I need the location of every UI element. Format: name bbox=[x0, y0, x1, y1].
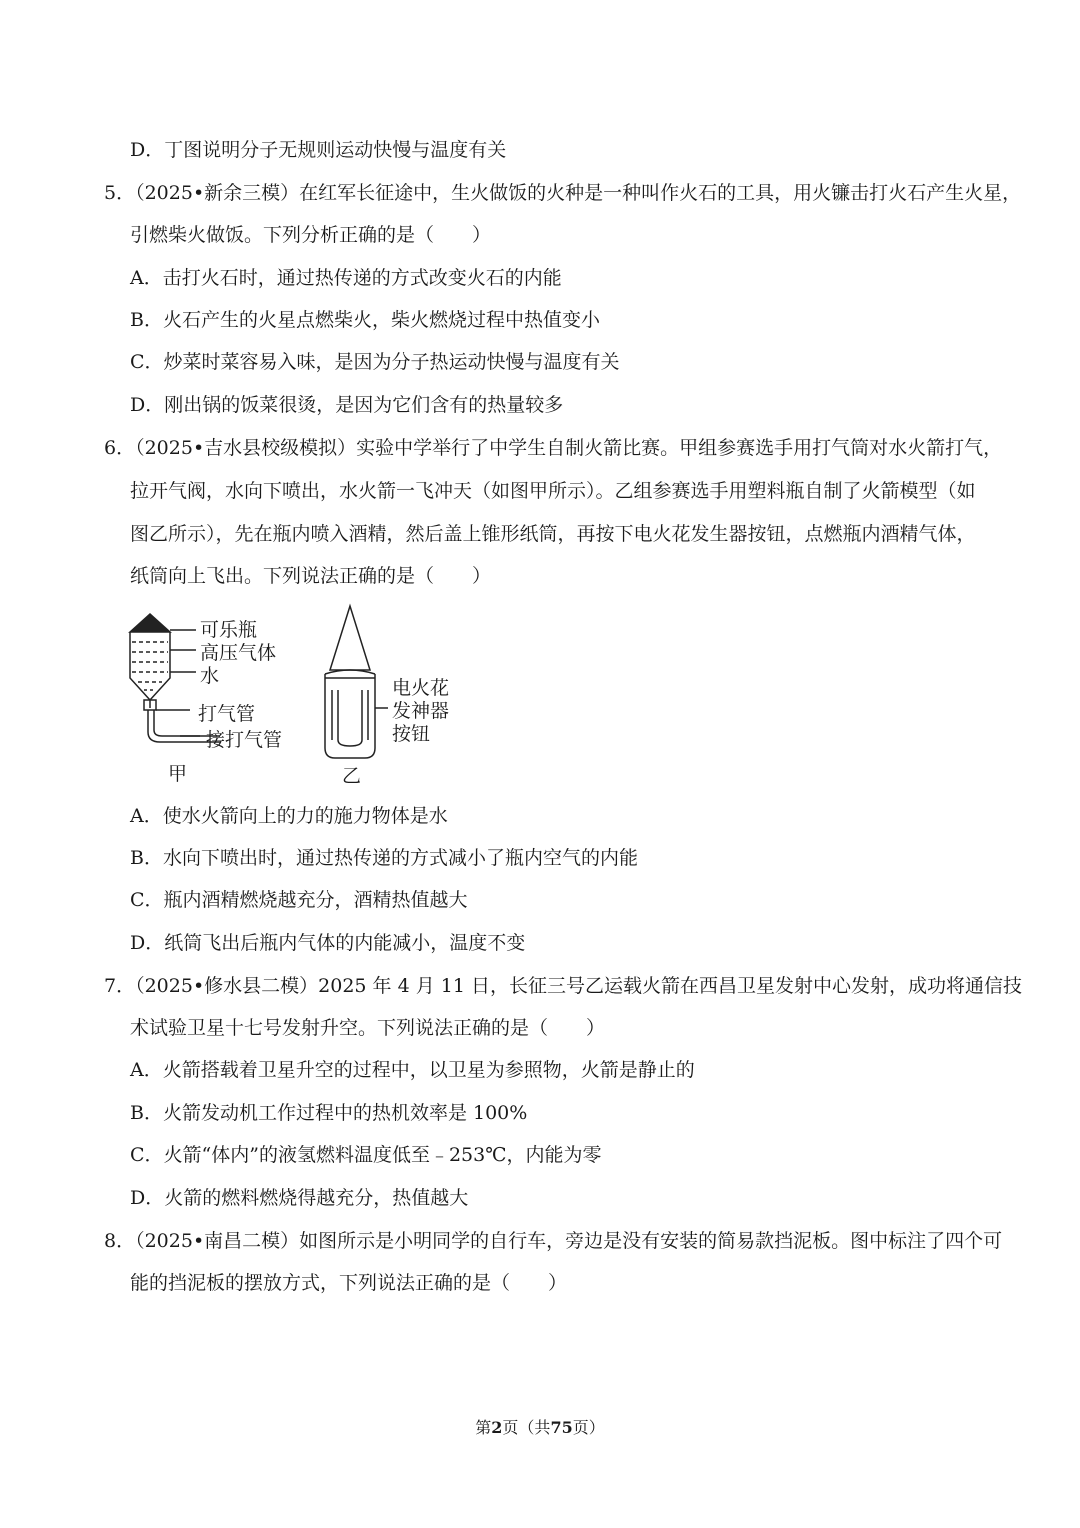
label-connect-pump: 接打气管 bbox=[206, 729, 283, 751]
label-water: 水 bbox=[200, 665, 220, 687]
q6-stem-line2: 拉开气阀，水向下喷出，水火箭一飞冲天（如图甲所示）。乙组参赛选手用塑料瓶自制了火箭模型（如 bbox=[130, 480, 976, 502]
q5-option-c: C．炒菜时菜容易入味，是因为分子热运动快慢与温度有关 bbox=[130, 351, 620, 373]
current-page-number: 2 bbox=[491, 1418, 503, 1437]
label-pump-pipe: 打气管 bbox=[198, 703, 256, 725]
q7-option-d: D．火箭的燃料燃烧得越充分，热值越大 bbox=[130, 1187, 469, 1209]
q7-option-c: C．火箭“体内”的液氢燃料温度低至﹣253℃，内能为零 bbox=[130, 1144, 602, 1166]
q6-option-a: A．使水火箭向上的力的施力物体是水 bbox=[130, 805, 448, 827]
q7-option-b: B．火箭发动机工作过程中的热机效率是 100% bbox=[130, 1102, 528, 1124]
q8-stem-line2: 能的挡泥板的摆放方式，下列说法正确的是（ ） bbox=[130, 1272, 568, 1294]
footer-suffix: 页） bbox=[572, 1418, 605, 1437]
q5-stem-line1: 5．（2025•新余三模）在红军长征途中，生火做饭的火种是一种叫作火石的工具，用火镰击打火石产生火星， bbox=[104, 182, 1022, 204]
q4-option-d: D．丁图说明分子无规则运动快慢与温度有关 bbox=[130, 139, 507, 161]
q5-stem-line2: 引燃柴火做饭。下列分析正确的是（ ） bbox=[130, 224, 492, 246]
q6-figure bbox=[120, 600, 480, 790]
q5-option-b: B．火石产生的火星点燃柴火，柴火燃烧过程中热值变小 bbox=[130, 309, 600, 331]
page-footer bbox=[0, 1418, 1080, 1438]
q6-option-b: B．水向下喷出时，通过热传递的方式减小了瓶内空气的内能 bbox=[130, 847, 638, 869]
q6-stem-line4: 纸筒向上飞出。下列说法正确的是（ ） bbox=[130, 565, 492, 587]
q5-option-d: D．刚出锅的饭菜很烫，是因为它们含有的热量较多 bbox=[130, 394, 564, 416]
q6-stem-line3: 图乙所示），先在瓶内喷入酒精，然后盖上锥形纸筒，再按下电火花发生器按钮，点燃瓶内酒精气体， bbox=[130, 523, 976, 545]
label-generator: 发神器 bbox=[392, 700, 450, 722]
total-page-number: 75 bbox=[550, 1418, 573, 1437]
footer-mid: 页（共 bbox=[502, 1418, 551, 1437]
footer-prefix: 第 bbox=[475, 1418, 492, 1437]
paper-cone-icon bbox=[330, 606, 370, 670]
q8-stem-line1: 8．（2025•南昌二模）如图所示是小明同学的自行车，旁边是没有安装的简易款挡泥板。图中标注了四个可 bbox=[104, 1230, 1003, 1252]
caption-yi: 乙 bbox=[342, 765, 362, 787]
bottle-body-icon bbox=[130, 632, 170, 708]
q6-stem-line1: 6．（2025•吉水县校级模拟）实验中学举行了中学生自制火箭比赛。甲组参赛选手用打气筒对水火箭打气， bbox=[104, 437, 1003, 459]
q6-option-c: C．瓶内酒精燃烧越充分，酒精热值越大 bbox=[130, 889, 468, 911]
q7-stem-line1: 7．（2025•修水县二模）2025 年 4 月 11 日，长征三号乙运载火箭在西昌卫星发射中心发射，成功将通信技 bbox=[104, 975, 1022, 997]
caption-jia: 甲 bbox=[168, 763, 188, 785]
label-button: 按钮 bbox=[392, 723, 431, 745]
label-high-pressure-gas: 高压气体 bbox=[200, 642, 277, 664]
q7-option-a: A．火箭搭载着卫星升空的过程中，以卫星为参照物，火箭是静止的 bbox=[130, 1059, 695, 1081]
q5-option-a: A．击打火石时，通过热传递的方式改变火石的内能 bbox=[130, 267, 562, 289]
rocket-diagram bbox=[120, 600, 480, 790]
label-cola-bottle: 可乐瓶 bbox=[200, 619, 258, 641]
bottle-cap-icon bbox=[130, 614, 170, 632]
paper-cone-rocket bbox=[325, 606, 388, 758]
q7-stem-line2: 术试验卫星十七号发射升空。下列说法正确的是（ ） bbox=[130, 1017, 606, 1039]
label-spark: 电火花 bbox=[392, 677, 450, 699]
q6-option-d: D．纸筒飞出后瓶内气体的内能减小，温度不变 bbox=[130, 932, 526, 954]
